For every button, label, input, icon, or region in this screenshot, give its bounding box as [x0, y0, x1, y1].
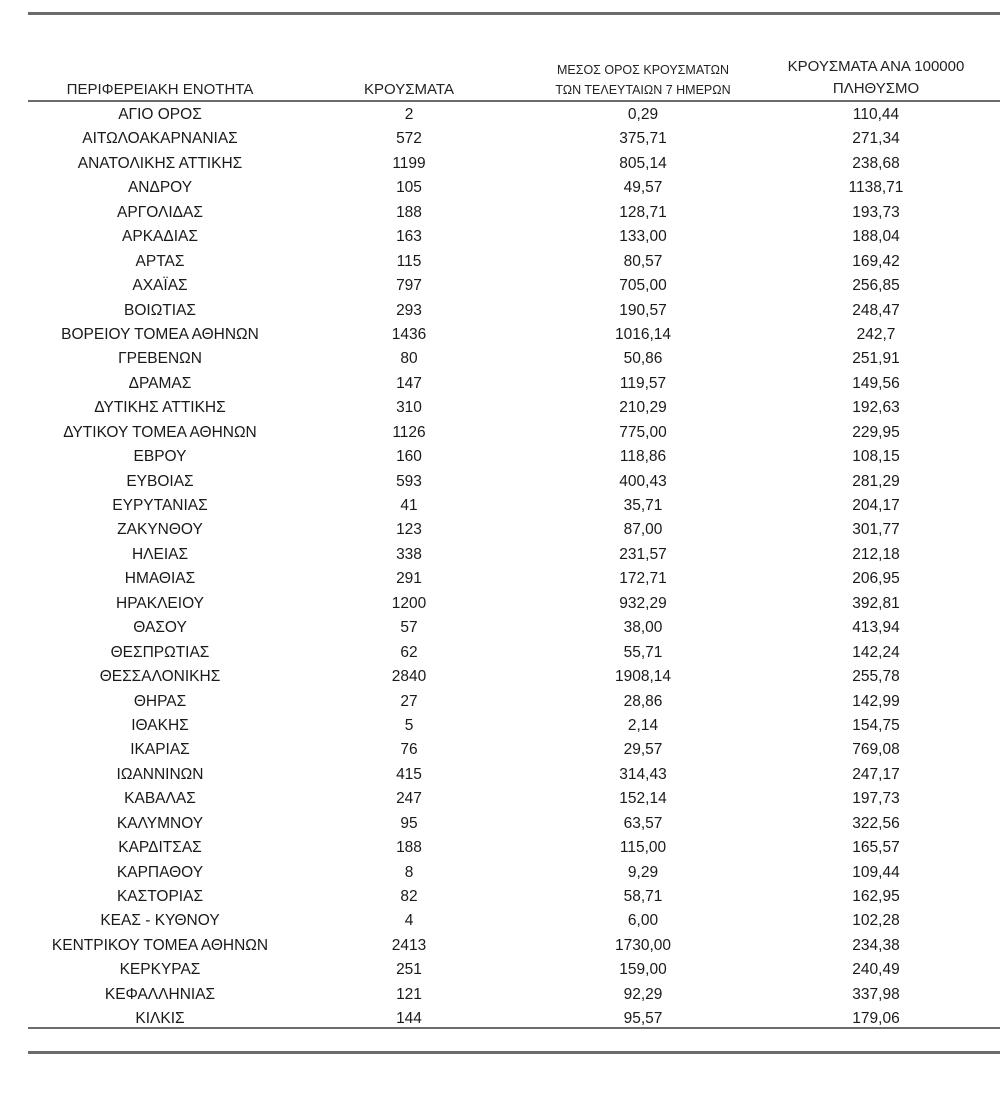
cell-region: ΕΥΒΟΙΑΣ — [126, 472, 194, 490]
cell-per-100k: 179,06 — [852, 1010, 900, 1028]
cell-cases: 163 — [396, 228, 422, 246]
table-row — [0, 152, 1000, 176]
header-avg-line2: ΤΩΝ ΤΕΛΕΥΤΑΙΩΝ 7 ΗΜΕΡΩΝ — [555, 83, 731, 97]
header-region: ΠΕΡΙΦΕΡΕΙΑΚΗ ΕΝΟΤΗΤΑ — [66, 81, 254, 98]
cell-per-100k: 234,38 — [852, 936, 900, 954]
cell-avg: 80,57 — [623, 252, 663, 270]
cell-avg: 0,29 — [627, 106, 659, 123]
cell-region: ΚΑΛΥΜΝΟΥ — [116, 814, 204, 832]
cell-region: ΗΛΕΙΑΣ — [131, 545, 189, 563]
cell-cases: 188 — [396, 839, 422, 857]
cell-cases: 797 — [396, 277, 422, 295]
cell-per-100k: 242,7 — [856, 325, 896, 343]
cell-region: ΑΝΔΡΟΥ — [127, 179, 193, 197]
cell-per-100k: 197,73 — [852, 790, 900, 808]
cell-region: ΚΕΑΣ - ΚΥΘΝΟΥ — [100, 912, 220, 930]
table-row — [0, 567, 1000, 591]
cell-cases: 41 — [400, 497, 418, 514]
cell-region: ΔΡΑΜΑΣ — [128, 374, 192, 392]
cell-avg: 210,29 — [619, 399, 667, 417]
cell-avg: 805,14 — [619, 154, 667, 172]
table-row — [0, 836, 1000, 860]
cell-cases: 144 — [396, 1010, 422, 1028]
table-row — [0, 714, 1000, 738]
cell-avg: 115,00 — [619, 839, 667, 857]
table-row — [0, 690, 1000, 714]
cell-region: ΚΑΣΤΟΡΙΑΣ — [116, 888, 204, 905]
cell-per-100k: 301,77 — [852, 521, 900, 539]
table-row — [0, 616, 1000, 640]
table-row — [0, 372, 1000, 396]
table-row — [0, 299, 1000, 323]
cell-avg: 50,86 — [623, 350, 663, 368]
cell-avg: 29,57 — [623, 741, 663, 759]
cell-avg: 95,57 — [623, 1010, 663, 1028]
cell-cases: 160 — [396, 448, 422, 466]
cell-per-100k: 229,95 — [852, 423, 900, 441]
table-row — [0, 934, 1000, 958]
cell-per-100k: 238,68 — [852, 154, 900, 172]
cell-region: ΗΡΑΚΛΕΙΟΥ — [116, 594, 204, 612]
table-row — [0, 274, 1000, 298]
cell-cases: 572 — [396, 130, 422, 148]
cell-region: ΔΥΤΙΚΟΥ ΤΟΜΕΑ ΑΘΗΝΩΝ — [63, 423, 257, 441]
table-row — [0, 201, 1000, 225]
cell-per-100k: 149,56 — [852, 374, 900, 392]
cell-per-100k: 248,47 — [852, 301, 900, 319]
cell-region: ΒΟΡΕΙΟΥ ΤΟΜΕΑ ΑΘΗΝΩΝ — [61, 325, 259, 343]
table-row — [0, 861, 1000, 885]
cell-cases: 247 — [396, 790, 422, 808]
cell-region: ΓΡΕΒΕΝΩΝ — [118, 350, 202, 368]
table-header — [0, 56, 1000, 100]
cell-cases: 95 — [400, 814, 418, 832]
cell-cases: 76 — [400, 741, 418, 759]
cell-region: ΙΩΑΝΝΙΝΩΝ — [116, 765, 204, 783]
cell-region: ΙΘΑΚΗΣ — [131, 716, 189, 734]
header-avg-line1: ΜΕΣΟΣ ΟΡΟΣ ΚΡΟΥΣΜΑΤΩΝ — [556, 63, 730, 77]
cell-region: ΚΕΝΤΡΙΚΟΥ ΤΟΜΕΑ ΑΘΗΝΩΝ — [51, 936, 269, 954]
cell-avg: 6,00 — [627, 912, 659, 930]
cell-per-100k: 109,44 — [852, 863, 900, 881]
cell-cases: 8 — [404, 863, 414, 881]
bottom-rule — [28, 1051, 1000, 1054]
cell-per-100k: 392,81 — [852, 594, 900, 612]
cell-cases: 593 — [396, 472, 422, 490]
cell-per-100k: 271,34 — [852, 130, 900, 148]
cell-cases: 2 — [404, 106, 414, 123]
cell-avg: 375,71 — [619, 130, 667, 148]
cell-avg: 118,86 — [619, 448, 667, 466]
cell-region: ΑΓΙΟ ΟΡΟΣ — [118, 106, 202, 123]
cell-avg: 1908,14 — [614, 668, 672, 686]
cell-avg: 55,71 — [623, 643, 663, 661]
header-rule — [28, 100, 1000, 102]
cell-region: ΘΕΣΣΑΛΟΝΙΚΗΣ — [99, 668, 221, 686]
cell-avg: 38,00 — [623, 619, 663, 637]
cell-per-100k: 1138,71 — [848, 179, 904, 197]
cell-cases: 105 — [396, 179, 422, 197]
cell-cases: 27 — [400, 692, 418, 710]
table-row — [0, 787, 1000, 811]
cell-region: ΘΗΡΑΣ — [133, 692, 187, 710]
cell-cases: 57 — [400, 619, 418, 637]
cell-cases: 293 — [396, 301, 422, 319]
cell-region: ΔΥΤΙΚΗΣ ΑΤΤΙΚΗΣ — [94, 399, 226, 417]
header-per-100k — [752, 56, 1000, 100]
table-row — [0, 885, 1000, 909]
header-cases: ΚΡΟΥΣΜΑΤΑ — [364, 81, 454, 98]
cell-per-100k: 102,28 — [852, 912, 900, 930]
cell-per-100k: 192,63 — [852, 399, 900, 417]
cell-avg: 35,71 — [623, 497, 663, 514]
table-row — [0, 347, 1000, 371]
cell-per-100k: 165,57 — [852, 839, 900, 857]
table-row — [0, 665, 1000, 689]
cell-cases: 115 — [396, 252, 422, 270]
table-row — [0, 445, 1000, 469]
cell-region: ΚΑΡΔΙΤΣΑΣ — [118, 839, 202, 857]
cell-region: ΗΜΑΘΙΑΣ — [124, 570, 196, 588]
header-per-line1: ΚΡΟΥΣΜΑΤΑ ΑΝΑ 100000 — [787, 58, 965, 75]
cell-cases: 5 — [404, 716, 414, 734]
header-avg-7-days — [520, 60, 766, 100]
cell-avg: 400,43 — [619, 472, 667, 490]
cell-cases: 338 — [396, 545, 422, 563]
cell-per-100k: 142,99 — [852, 692, 900, 710]
cell-avg: 152,14 — [619, 790, 667, 808]
cell-region: ΚΙΛΚΙΣ — [135, 1010, 185, 1028]
cell-avg: 2,14 — [627, 716, 659, 734]
cell-avg: 63,57 — [623, 814, 663, 832]
cell-cases: 1200 — [391, 594, 427, 612]
cell-region: ΑΝΑΤΟΛΙΚΗΣ ΑΤΤΙΚΗΣ — [77, 154, 243, 172]
cell-cases: 62 — [400, 643, 418, 661]
cell-avg: 159,00 — [619, 961, 667, 979]
cell-region: ΕΥΡΥΤΑΝΙΑΣ — [112, 497, 208, 514]
cell-region: ΑΡΓΟΛΙΔΑΣ — [117, 203, 203, 221]
cell-per-100k: 206,95 — [852, 570, 900, 588]
cell-per-100k: 204,17 — [852, 497, 900, 514]
table-body — [0, 103, 1000, 1032]
cell-cases: 251 — [396, 961, 422, 979]
table-row — [0, 176, 1000, 200]
header-per-line2: ΠΛΗΘΥΣΜΟ — [832, 80, 920, 97]
cell-per-100k: 281,29 — [852, 472, 900, 490]
cell-region: ΑΙΤΩΛΟΑΚΑΡΝΑΝΙΑΣ — [82, 130, 238, 148]
table-end-rule — [28, 1027, 1000, 1029]
cell-per-100k: 193,73 — [852, 203, 900, 221]
table-row — [0, 250, 1000, 274]
table-row — [0, 641, 1000, 665]
cell-cases: 1436 — [391, 325, 427, 343]
cell-per-100k: 240,49 — [852, 961, 900, 979]
cell-region: ΚΕΡΚΥΡΑΣ — [119, 961, 201, 979]
cell-avg: 314,43 — [619, 765, 667, 783]
cell-per-100k: 154,75 — [852, 716, 900, 734]
cell-per-100k: 110,44 — [852, 106, 900, 123]
cell-cases: 80 — [400, 350, 418, 368]
table-row — [0, 103, 1000, 127]
table-row — [0, 396, 1000, 420]
cell-region: ΑΧΑΪΑΣ — [132, 277, 188, 295]
cell-cases: 4 — [404, 912, 414, 930]
cell-per-100k: 769,08 — [852, 741, 900, 759]
cell-avg: 231,57 — [619, 545, 667, 563]
cell-region: ΘΑΣΟΥ — [133, 619, 187, 637]
cell-region: ΑΡΤΑΣ — [135, 252, 185, 270]
table-row — [0, 738, 1000, 762]
table-row — [0, 543, 1000, 567]
cell-cases: 2413 — [391, 936, 427, 954]
cell-region: ΕΒΡΟΥ — [133, 448, 187, 466]
cell-per-100k: 322,56 — [852, 814, 900, 832]
table-row — [0, 518, 1000, 542]
cell-cases: 2840 — [391, 668, 427, 686]
cell-cases: 1199 — [392, 154, 426, 172]
table-row — [0, 958, 1000, 982]
cell-avg: 190,57 — [619, 301, 667, 319]
cell-region: ΒΟΙΩΤΙΑΣ — [124, 301, 196, 319]
table-row — [0, 763, 1000, 787]
cell-cases: 147 — [396, 374, 422, 392]
cell-region: ΚΑΒΑΛΑΣ — [124, 790, 196, 808]
cell-avg: 932,29 — [619, 594, 667, 612]
cell-per-100k: 169,42 — [852, 252, 900, 270]
cell-per-100k: 162,95 — [852, 888, 900, 905]
cell-avg: 87,00 — [623, 521, 663, 539]
cell-cases: 415 — [396, 765, 422, 783]
cell-avg: 1016,14 — [614, 325, 672, 343]
cell-per-100k: 188,04 — [852, 228, 900, 246]
cell-avg: 58,71 — [623, 888, 663, 905]
cell-per-100k: 212,18 — [852, 545, 900, 563]
table-row — [0, 127, 1000, 151]
cell-per-100k: 255,78 — [852, 668, 900, 686]
cell-per-100k: 142,24 — [852, 643, 900, 661]
cell-cases: 82 — [400, 888, 418, 905]
cell-region: ΑΡΚΑΔΙΑΣ — [122, 228, 198, 246]
cell-per-100k: 108,15 — [852, 448, 900, 466]
cell-per-100k: 413,94 — [852, 619, 900, 637]
cell-avg: 119,57 — [619, 374, 667, 392]
cell-region: ΙΚΑΡΙΑΣ — [130, 741, 190, 759]
cell-avg: 705,00 — [619, 277, 667, 295]
table-row — [0, 592, 1000, 616]
cell-avg: 9,29 — [627, 863, 659, 881]
table-row — [0, 323, 1000, 347]
cell-region: ΚΕΦΑΛΛΗΝΙΑΣ — [104, 985, 216, 1003]
cell-avg: 133,00 — [619, 228, 667, 246]
cell-cases: 1126 — [392, 423, 426, 441]
cell-per-100k: 251,91 — [852, 350, 900, 368]
cell-cases: 121 — [396, 985, 422, 1003]
table-row — [0, 909, 1000, 933]
table-row — [0, 421, 1000, 445]
cell-cases: 123 — [396, 521, 422, 539]
cell-cases: 188 — [396, 203, 422, 221]
cell-avg: 128,71 — [619, 203, 667, 221]
table-row — [0, 494, 1000, 518]
cell-avg: 28,86 — [623, 692, 663, 710]
cell-per-100k: 247,17 — [852, 765, 900, 783]
table-row — [0, 470, 1000, 494]
table-row — [0, 983, 1000, 1007]
cell-avg: 172,71 — [619, 570, 667, 588]
cell-per-100k: 337,98 — [852, 985, 900, 1003]
cell-avg: 1730,00 — [614, 936, 672, 954]
cell-avg: 775,00 — [619, 423, 667, 441]
cell-region: ΚΑΡΠΑΘΟΥ — [116, 863, 204, 881]
cell-per-100k: 256,85 — [852, 277, 900, 295]
cell-region: ΘΕΣΠΡΩΤΙΑΣ — [110, 643, 210, 661]
cell-avg: 92,29 — [623, 985, 663, 1003]
cell-cases: 291 — [396, 570, 422, 588]
table-row — [0, 812, 1000, 836]
table-row — [0, 225, 1000, 249]
cell-cases: 310 — [396, 399, 422, 417]
cell-region: ΖΑΚΥΝΘΟΥ — [117, 521, 203, 539]
top-rule — [28, 12, 1000, 15]
cell-avg: 49,57 — [623, 179, 663, 197]
